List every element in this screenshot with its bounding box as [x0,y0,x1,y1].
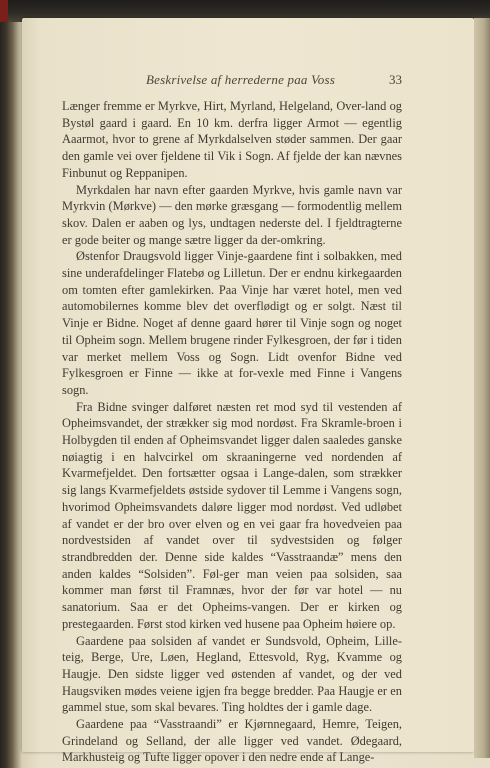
paragraph: Fra Bidne svinger dalføret næsten ret mod syd til vestenden af Opheimsvandet, der strækker sig mod nordøst. Fra Skramle-broen i Holbygden til enden af Opheimsvandet ligger dalen saaledes ganske nøiagtig i en halvcirkel om skraaningerne ved nordenden af Kvarmefjeldet. Den fortsætter ogsaa i Lange-dalen, som strækker sig langs Kvarmefjeldets østside sydover til Lemme i Vangens sogn, hvorimod Opheimsvandets daløre ligger mod nordøst. Ved udløbet af vandet er der bro over elven og en vei gaar fra hovedveien paa nordvestsiden af vandet over til sydvestsiden og følger strandbredden der. Denne side kaldes “Vasstraandæ” mens den anden kaldes “Solsiden”. Føl-ger man veien paa solsiden, saa kommer man først til Framnæs, hvor der før var hotel — nu sanatorium. Saa er det Opheims-vangen. Der er kirken og prestegaarden. Først stod kirken ved husene paa Opheim høiere op. [62,399,402,631]
page-number: 33 [389,72,402,87]
page-header [62,72,402,90]
paragraph: Myrkdalen har navn efter gaarden Myrkve, hvis gamle navn var Myrkvin (Mørkve) — den mørke græsgang — formodentlig mellem skov. Dalen er aaben og lys, undtagen nederste del. I fjeldtragterne er gode beiter og mange sætre ligger da der-omkring. [62,182,402,247]
paragraph: Længer fremme er Myrkve, Hirt, Myrland, Helgeland, Over-land og Bystøl gaard i gaard. En 10 km. derfra ligger Armot — egentlig Aaarmot, hvor to grene af Myrkdalselven støder sammen. Der gaar den gamle vei over fjeldene til Vik i Sogn. Af fjelde der kan nævnes Finbunut og Reppanipen. [62,99,402,180]
binding-mark [0,0,8,22]
page-edge [474,18,490,758]
paragraph: Gaardene paa “Vasstraandi” er Kjørnnegaard, Hemre, Teigen, Grindeland og Selland, der alle ligger ved vandet. Ødegaard, Markhusteig og Tufte ligger opover i den nedre ende af Lange- [62,717,402,765]
running-title: Beskrivelse af herrederne paa Voss [146,72,335,87]
paragraph: Østenfor Draugsvold ligger Vinje-gaardene fint i solbakken, med sine underafdelinger Flatebø og Lilletun. Der er endnu kirkegaarden om tomten efter gamlekirken. Paa Vinje har været hotel, men ved automobilernes komme blev det overflødigt og er solgt. Næst til Vinje er Bidne. Noget af denne gaard hører til Vinje sogn og noget til Opheim sogn. Mellem brugene rinder Fylkesgroen, der før i tiden var merket mellem Voss og Sogn. Lidt ovenfor Bidne ved Fylkesgroen er Finne — ikke at for-vexle med Finne i Vangens sogn. [62,249,402,397]
paragraph: Gaardene paa solsiden af vandet er Sundsvold, Opheim, Lille-teig, Berge, Ure, Løen, Hegland, Ettesvold, Ryg, Kvamme og Haugje. Den sidste ligger ved østenden af vandet, og der ved Haugsviken mødes veiene igjen fra begge bredder. Paa Haugje er en gammel stue, som skal bevares. Ting holdtes der i gamle dage. [62,633,402,715]
body-text [62,98,402,766]
